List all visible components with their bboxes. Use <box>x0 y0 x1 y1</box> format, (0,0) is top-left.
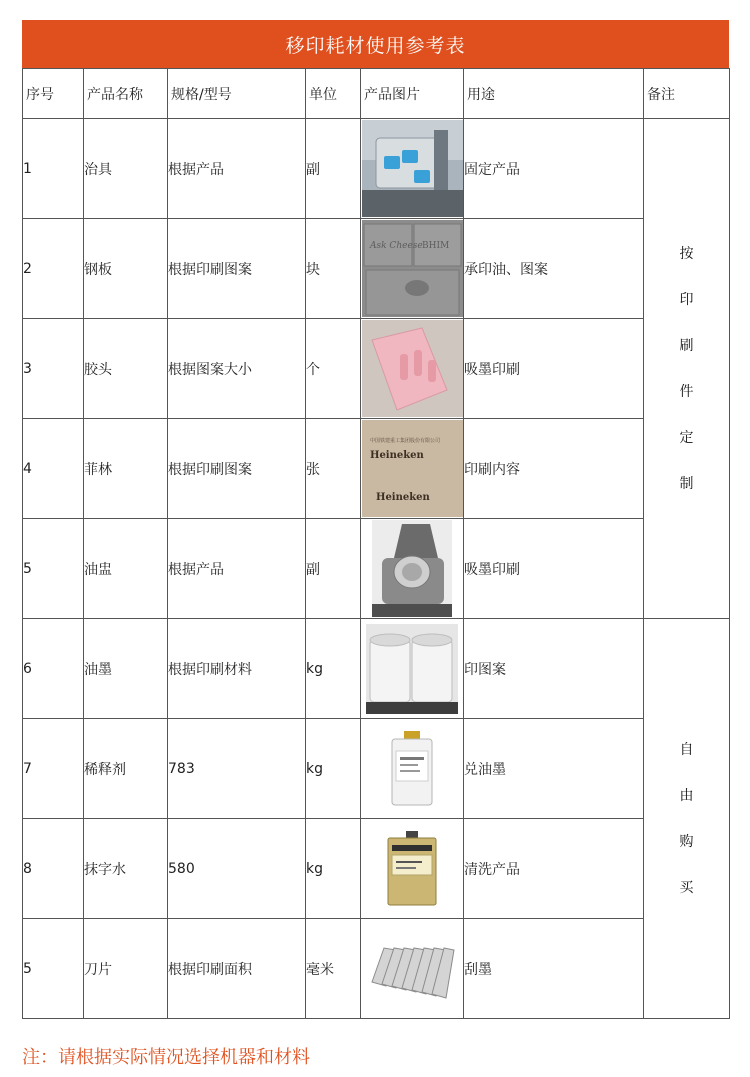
header-no: 序号 <box>23 69 84 119</box>
cell-no: 5 <box>23 919 84 1019</box>
ink-cans-photo <box>366 624 458 714</box>
header-remark: 备注 <box>644 69 730 119</box>
cell-image <box>361 419 464 519</box>
cleaner-can-photo <box>386 831 438 907</box>
cell-unit: 副 <box>306 119 361 219</box>
cell-unit: 张 <box>306 419 361 519</box>
plate-text-bhim: BHIM <box>421 241 449 251</box>
cell-usage: 承印油、图案 <box>464 219 644 319</box>
cell-spec: 根据产品 <box>168 519 306 619</box>
silicone-pad-photo <box>362 320 463 417</box>
cell-no: 3 <box>23 319 84 419</box>
plate-text-ask: Ask Cheese <box>369 241 423 251</box>
cell-image <box>361 819 464 919</box>
cell-name: 抹字水 <box>84 819 168 919</box>
cell-unit: 个 <box>306 319 361 419</box>
remark-free <box>644 619 730 1019</box>
header-unit: 单位 <box>306 69 361 119</box>
cell-name: 钢板 <box>84 219 168 319</box>
cell-usage: 印图案 <box>464 619 644 719</box>
cell-name: 稀释剂 <box>84 719 168 819</box>
cell-unit: 毫米 <box>306 919 361 1019</box>
remark-char: 按 <box>679 245 694 262</box>
header-name: 产品名称 <box>84 69 168 119</box>
cell-spec: 根据印刷图案 <box>168 419 306 519</box>
cell-spec: 根据印刷面积 <box>168 919 306 1019</box>
cell-spec: 根据印刷材料 <box>168 619 306 719</box>
cell-usage: 固定产品 <box>464 119 644 219</box>
cell-no: 7 <box>23 719 84 819</box>
consumables-table <box>22 68 730 1019</box>
table-row <box>23 419 730 519</box>
cell-name: 治具 <box>84 119 168 219</box>
cell-no: 4 <box>23 419 84 519</box>
cell-usage: 清洗产品 <box>464 819 644 919</box>
table-row <box>23 819 730 919</box>
table-row <box>23 619 730 719</box>
cell-usage: 刮墨 <box>464 919 644 1019</box>
film-brand-text-2: Heineken <box>375 492 430 503</box>
cell-image <box>361 219 464 319</box>
table-row <box>23 119 730 219</box>
cell-unit: 副 <box>306 519 361 619</box>
remark-char: 购 <box>679 833 694 850</box>
ink-cup-photo <box>372 520 452 617</box>
cell-image <box>361 719 464 819</box>
blades-photo <box>368 936 456 1002</box>
cell-name: 菲林 <box>84 419 168 519</box>
header-spec: 规格/型号 <box>168 69 306 119</box>
cell-image <box>361 319 464 419</box>
cell-spec: 根据印刷图案 <box>168 219 306 319</box>
table-title: 移印耗材使用参考表 <box>22 20 729 68</box>
remark-char: 买 <box>679 879 694 896</box>
cell-spec: 783 <box>168 719 306 819</box>
cell-no: 6 <box>23 619 84 719</box>
header-image: 产品图片 <box>361 69 464 119</box>
header-usage: 用途 <box>464 69 644 119</box>
remark-char: 制 <box>679 475 694 492</box>
table-row <box>23 219 730 319</box>
remark-custom <box>644 119 730 619</box>
cell-name: 油盅 <box>84 519 168 619</box>
fixture-photo <box>362 120 463 217</box>
table-row <box>23 319 730 419</box>
cell-name: 刀片 <box>84 919 168 1019</box>
cell-image <box>361 519 464 619</box>
cell-spec: 根据产品 <box>168 119 306 219</box>
cell-usage: 兑油墨 <box>464 719 644 819</box>
cell-no: 2 <box>23 219 84 319</box>
cell-usage: 吸墨印刷 <box>464 519 644 619</box>
cell-unit: kg <box>306 819 361 919</box>
consumables-table-sheet <box>22 20 729 1019</box>
table-row <box>23 919 730 1019</box>
cell-spec: 根据图案大小 <box>168 319 306 419</box>
film-brand-text: Heineken <box>369 450 424 461</box>
steel-plate-photo <box>362 220 463 317</box>
cell-no: 8 <box>23 819 84 919</box>
cell-no: 1 <box>23 119 84 219</box>
remark-char: 自 <box>679 741 694 758</box>
film-company-text: 中国铁建重工集团股份有限公司 <box>369 438 440 444</box>
table-header-row <box>23 69 730 119</box>
footnote: 注：请根据实际情况选择机器和材料 <box>22 1047 310 1068</box>
remark-char: 印 <box>679 291 694 308</box>
cell-usage: 吸墨印刷 <box>464 319 644 419</box>
cell-image <box>361 619 464 719</box>
cell-usage: 印刷内容 <box>464 419 644 519</box>
cell-image <box>361 119 464 219</box>
cell-name: 胶头 <box>84 319 168 419</box>
film-photo <box>362 420 463 517</box>
cell-no: 5 <box>23 519 84 619</box>
remark-char: 定 <box>679 429 694 446</box>
cell-name: 油墨 <box>84 619 168 719</box>
remark-char: 由 <box>679 787 694 804</box>
cell-unit: kg <box>306 719 361 819</box>
remark-char: 刷 <box>679 337 694 354</box>
thinner-bottle-photo <box>390 731 434 807</box>
table-row <box>23 719 730 819</box>
cell-unit: 块 <box>306 219 361 319</box>
table-row <box>23 519 730 619</box>
cell-spec: 580 <box>168 819 306 919</box>
cell-image <box>361 919 464 1019</box>
cell-unit: kg <box>306 619 361 719</box>
remark-char: 件 <box>679 383 694 400</box>
